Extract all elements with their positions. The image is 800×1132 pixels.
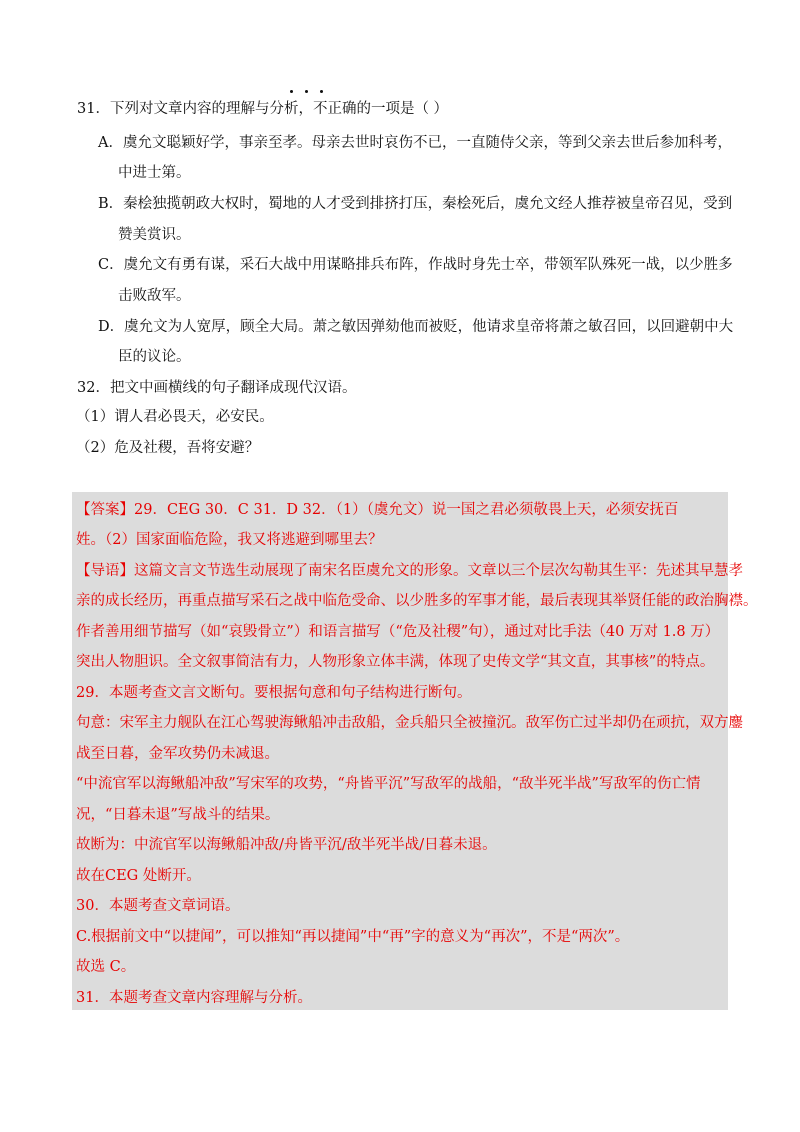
guide-line: 亲的成长经历，再重点描写采石之战中临危受命、以少胜多的军事才能，最后表现其举贤任能的政治胸襟。: [76, 593, 758, 609]
analysis-line: 31．本题考查文章内容理解与分析。: [76, 990, 312, 1006]
option-d-cont: 臣的议论。: [118, 349, 191, 365]
analysis-line: 故选 C。: [76, 959, 136, 975]
question-32-item-2: （2）危及社稷，吾将安避？: [76, 440, 260, 456]
option-a: A．虞允文聪颖好学，事亲至孝。母亲去世时哀伤不已，一直随侍父亲，等到父亲去世后参加科考，: [98, 135, 732, 151]
emphasis-dot: [290, 90, 293, 93]
option-b-cont: 赞美赏识。: [118, 227, 191, 243]
analysis-line: C.根据前文中“以捷闻”，可以推知“再以捷闻”中“再”字的意义为“再次”，不是“两次”。: [76, 929, 630, 945]
analysis-line: 句意：宋军主力舰队在江心驾驶海鳅船冲击敌船，金兵船只全被撞沉。敌军伤亡过半却仍在顽抗，双方鏖: [76, 715, 743, 731]
answer-line: 【答案】29．CEG 30．C 31．D 32．（1）（虞允文）说一国之君必须敬畏上天，必须安抚百: [76, 502, 679, 518]
guide-line: 作者善用细节描写（如“哀毁骨立”）和语言描写（“危及社稷”句），通过对比手法（40 万对 1.8 万）: [76, 624, 720, 640]
option-d: D．虞允文为人宽厚，顾全大局。萧之敏因弹劾他而被贬，他请求皇帝将萧之敏召回，以回避朝中大: [98, 319, 734, 335]
answer-line: 姓。（2）国家面临危险，我又将逃避到哪里去？: [76, 532, 383, 548]
question-32-item-1: （1）谓人君必畏天，必安民。: [76, 409, 274, 425]
analysis-line: 况，“日暮未退”写战斗的结果。: [76, 807, 280, 823]
analysis-line: 战至日暮，金军攻势仍未减退。: [76, 746, 279, 762]
emphasis-dots: [288, 90, 348, 96]
question-32-stem: 32．把文中画横线的句子翻译成现代汉语。: [77, 380, 357, 396]
analysis-line: 29．本题考查文言文断句。要根据句意和句子结构进行断句。: [76, 685, 472, 701]
option-c: C．虞允文有勇有谋，采石大战中用谋略排兵布阵，作战时身先士卒，带领军队殊死一战，以少胜多: [98, 257, 733, 273]
analysis-line: 30．本题考查文章词语。: [76, 898, 240, 914]
option-a-cont: 中进士第。: [118, 165, 191, 181]
option-c-cont: 击败敌军。: [118, 288, 191, 304]
option-b: B．秦桧独揽朝政大权时，蜀地的人才受到排挤打压，秦桧死后，虞允文经人推荐被皇帝召见，受到: [98, 196, 733, 212]
emphasis-dot: [305, 90, 308, 93]
question-31-stem: 31．下列对文章内容的理解与分析，不正确的一项是（ ）: [77, 101, 449, 117]
analysis-line: 故在CEG 处断开。: [76, 868, 201, 884]
analysis-line: “中流官军以海鳅船冲敌”写宋军的攻势，“舟皆平沉”写敌军的战船，“敌半死半战”写敌军的伤亡情: [76, 776, 701, 792]
guide-line: 【导语】这篇文言文节选生动展现了南宋名臣虞允文的形象。文章以三个层次勾勒其生平：先述其早慧孝: [76, 563, 743, 579]
guide-line: 突出人物胆识。全文叙事简洁有力，人物形象立体丰满，体现了史传文学“其文直，其事核”的特点。: [76, 654, 715, 670]
answer-section: [72, 492, 758, 1010]
emphasis-dot: [320, 90, 323, 93]
analysis-line: 故断为：中流官军以海鳅船冲敌/舟皆平沉/敌半死半战/日暮未退。: [76, 837, 497, 853]
